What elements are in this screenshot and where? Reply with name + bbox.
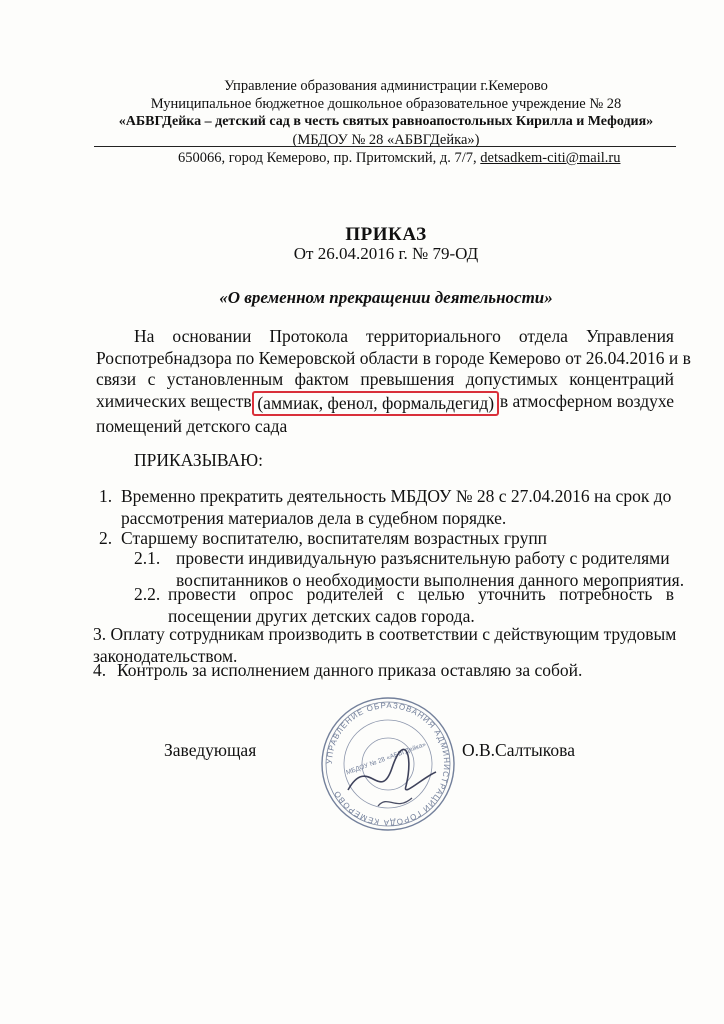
document-subject: «О временном прекращении деятельности» xyxy=(219,288,553,307)
item-number: 2.1. xyxy=(134,548,161,568)
item-number: 4. xyxy=(93,660,107,680)
header-line-name: «АБВГДейка – детский сад в честь святых равноапостольных Кирилла и Мефодия» xyxy=(118,114,654,129)
stamp-ring-text: УПРАВЛЕНИЕ ОБРАЗОВАНИЯ АДМИНИСТРАЦИИ ГОРОДА КЕМЕРОВО xyxy=(324,700,452,828)
document-title: ПРИКАЗ xyxy=(345,224,427,245)
official-stamp xyxy=(318,694,458,834)
signatory-name: О.В.Салтыкова xyxy=(462,740,575,760)
preamble-line-5: помещений детского сада xyxy=(96,416,288,436)
header-divider xyxy=(94,146,676,147)
item-number: 2. xyxy=(99,528,113,548)
signatory-position: Заведующая xyxy=(164,740,257,760)
order-item-4: 4. Контроль за исполнением данного приказа оставляю за собой. xyxy=(93,660,583,680)
document-date-number: От 26.04.2016 г. № 79-ОД xyxy=(293,244,479,263)
header-line-institution: Муниципальное бюджетное дошкольное образовательное учреждение № 28 xyxy=(150,96,622,112)
order-item-1: 1. Временно прекратить деятельность МБДОУ № 28 с 27.04.2016 на срок до рассмотрения материалов дела в судебном порядке. xyxy=(99,486,672,528)
item-number: 2.2. xyxy=(134,584,161,604)
stamp-center-text: МБДОУ № 28 «АБВГДейка» xyxy=(345,741,427,777)
preamble-line-3: связи с установленным фактом превышения допустимых концентраций xyxy=(96,369,674,389)
order-item-2: 2. Старшему воспитателю, воспитателям возрастных групп xyxy=(99,528,548,548)
preamble-line-4: химических веществ (аммиак, фенол, формальдегид) в атмосферном воздухе xyxy=(96,391,674,417)
order-subitem-2-2: 2.2. провести опрос родителей с целью уточнить потребность в посещении других детских садов города. xyxy=(134,584,674,626)
order-word: ПРИКАЗЫВАЮ: xyxy=(134,450,263,470)
preamble-line-1: На основании Протокола территориального отдела Управления xyxy=(134,326,674,346)
header-line-administration: Управление образования администрации г.Кемерово xyxy=(224,78,548,94)
preamble-line-2: Роспотребнадзора по Кемеровской области в городе Кемерово от 26.04.2016 и в xyxy=(96,347,691,368)
header-address xyxy=(178,150,620,167)
email-link[interactable]: detsadkem-citi@mail.ru xyxy=(480,150,621,166)
address-text: 650066, город Кемерово, пр. Притомский, д. 7/7, xyxy=(178,150,477,166)
header-line-short-name: (МБДОУ № 28 «АБВГДейка») xyxy=(292,132,480,148)
order-item-3: 3. Оплату сотрудникам производить в соответствии с действующим трудовым законодательством. xyxy=(93,624,677,666)
order-subitem-2-1: 2.1. провести индивидуальную разъяснительную работу с родителями воспитанников о необходимости выполнения данного мероприятия. xyxy=(134,548,685,590)
item-number: 1. xyxy=(99,486,113,506)
preamble-paragraph xyxy=(96,326,691,438)
highlighted-substances: (аммиак, фенол, формальдегид) xyxy=(252,391,499,417)
